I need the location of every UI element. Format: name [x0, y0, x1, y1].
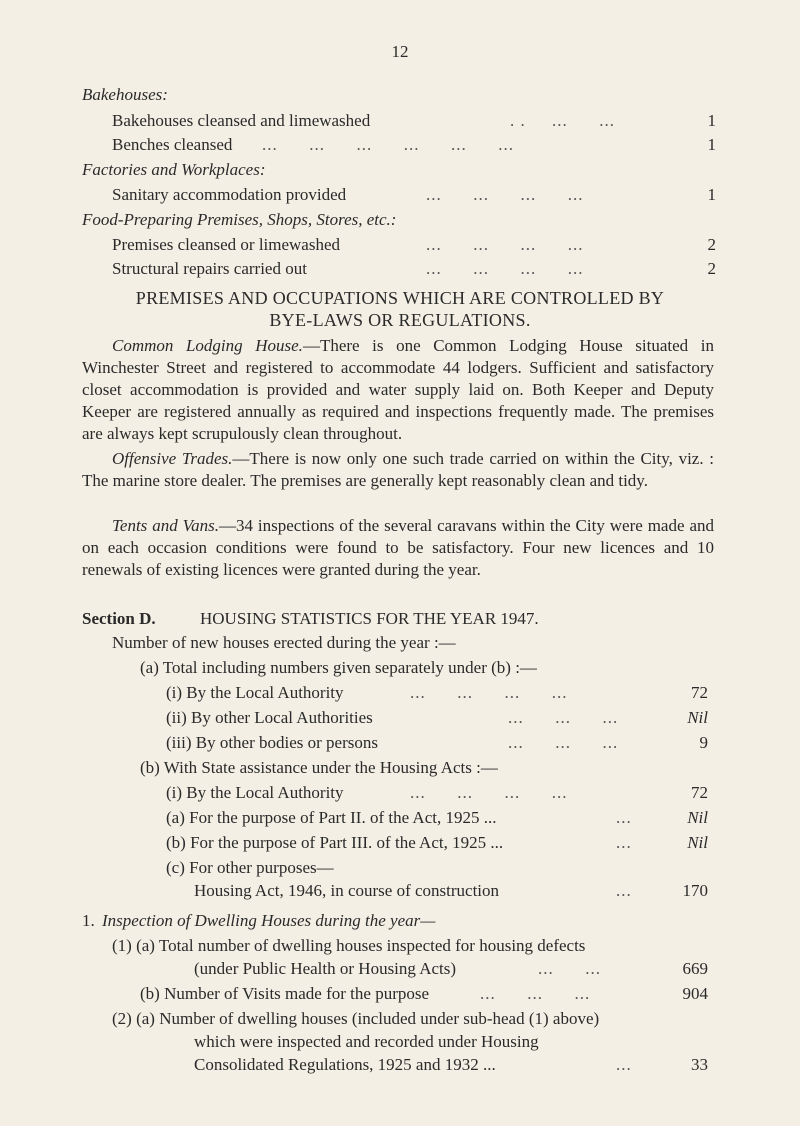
- page-number: 12: [391, 42, 409, 61]
- leader-dots: ...: [616, 833, 632, 852]
- leader-dots: ... ... ...: [508, 733, 619, 752]
- leader-dots: ... ... ...: [508, 708, 619, 727]
- leader-dots: ... ... ... ...: [410, 683, 568, 702]
- other-bodies-label: (iii) By other bodies or persons: [166, 733, 378, 752]
- state-assistance-line: (b) With State assistance under the Housing Acts :—: [140, 758, 498, 777]
- tents-vans-lead: Tents and Vans.: [112, 516, 219, 535]
- total-inspected-line2: (under Public Health or Housing Acts): [194, 959, 457, 978]
- new-houses-intro: Number of new houses erected during the year :—: [112, 633, 456, 652]
- housing-act-1946-label: Housing Act, 1946, in course of construction: [194, 881, 500, 900]
- offensive-trades-lead: Offensive Trades.: [112, 449, 233, 468]
- other-local-authorities-label: (ii) By other Local Authorities: [166, 708, 373, 727]
- local-authority-value: 72: [691, 683, 708, 702]
- part-iii-value: Nil: [687, 833, 708, 852]
- lodging-house-paragraph: [82, 335, 714, 445]
- total-inspected-value: 669: [682, 959, 708, 978]
- lodging-house-lead: Common Lodging House.: [112, 336, 303, 355]
- leader-dots: ...: [616, 881, 632, 900]
- regulations-line2: which were inspected and recorded under Housing: [194, 1032, 539, 1051]
- tents-vans-text: —34 inspections of the several caravans within the City were made and on each occasion conditions were found to be satisfactory. Four new licences and 10 renewals of existing licences were granted during the year.: [82, 516, 714, 579]
- leader-dots: ...: [616, 1055, 632, 1074]
- inspection-heading: Inspection of Dwelling Houses during the year—: [102, 911, 436, 930]
- inspection-number: 1.: [82, 911, 95, 930]
- other-bodies-value: 9: [699, 733, 708, 752]
- lodging-house-text: —There is one Common Lodging House situated in Winchester Street and registered to accommodate 44 lodgers. Sufficient and satisfactory closet accommodation is provided and water supply laid on. Both Keeper and Deputy Keeper are registered annually as required and inspections frequently made. The premises are always kept scrupulously clean throughout.: [82, 336, 714, 443]
- total-inspected-line1: (1) (a) Total number of dwelling houses inspected for housing defects: [112, 936, 586, 955]
- section-d-title: HOUSING STATISTICS FOR THE YEAR 1947.: [200, 609, 539, 628]
- other-purposes-line: (c) For other purposes—: [166, 858, 334, 877]
- state-local-authority-label: (i) By the Local Authority: [166, 783, 344, 802]
- premises-title-line2: BYE-LAWS OR REGULATIONS.: [269, 310, 531, 330]
- visits-made-label: (b) Number of Visits made for the purpose: [140, 984, 430, 1003]
- structural-repairs-value: 2: [707, 259, 716, 278]
- local-authority-label: (i) By the Local Authority: [166, 683, 344, 702]
- leader-dots: . . ... ...: [510, 111, 615, 130]
- leader-dots: ... ... ... ...: [426, 185, 584, 204]
- part-iii-label: (b) For the purpose of Part III. of the Act, 1925 ...: [166, 833, 504, 852]
- bakehouses-cleansed-label: Bakehouses cleansed and limewashed: [112, 111, 371, 130]
- benches-cleansed-label: Benches cleansed: [112, 135, 233, 154]
- leader-dots: ...: [616, 808, 632, 827]
- leader-dots: ... ... ... ...: [426, 259, 584, 278]
- housing-act-1946-value: 170: [682, 881, 708, 900]
- structural-repairs-label: Structural repairs carried out: [112, 259, 307, 278]
- regulations-value: 33: [691, 1055, 708, 1074]
- sanitary-accommodation-value: 1: [707, 185, 716, 204]
- bakehouses-heading: Bakehouses:: [82, 85, 168, 104]
- leader-dots: ... ... ... ... ... ...: [262, 135, 514, 154]
- premises-cleansed-value: 2: [707, 235, 716, 254]
- premises-title-line1: PREMISES AND OCCUPATIONS WHICH ARE CONTROLLED BY: [135, 288, 665, 308]
- part-ii-value: Nil: [687, 808, 708, 827]
- factories-heading: Factories and Workplaces:: [82, 160, 266, 179]
- leader-dots: ... ... ...: [480, 984, 591, 1003]
- leader-dots: ... ... ... ...: [410, 783, 568, 802]
- food-premises-heading: Food-Preparing Premises, Shops, Stores, etc.:: [82, 210, 397, 229]
- premises-cleansed-label: Premises cleansed or limewashed: [112, 235, 341, 254]
- leader-dots: ... ...: [538, 959, 601, 978]
- section-d-label: Section D.: [82, 609, 156, 628]
- sanitary-accommodation-label: Sanitary accommodation provided: [112, 185, 347, 204]
- part-ii-label: (a) For the purpose of Part II. of the Act, 1925 ...: [166, 808, 497, 827]
- offensive-trades-text: —There is now only one such trade carried on within the City, viz. : The marine store dealer. The premises are generally kept reasonably clean and tidy.: [82, 449, 714, 490]
- regulations-line1: (2) (a) Number of dwelling houses (included under sub-head (1) above): [112, 1009, 600, 1028]
- total-numbers-line: (a) Total including numbers given separately under (b) :—: [140, 658, 537, 677]
- benches-cleansed-value: 1: [707, 135, 716, 154]
- other-local-authorities-value: Nil: [687, 708, 708, 727]
- visits-made-value: 904: [682, 984, 708, 1003]
- leader-dots: ... ... ... ...: [426, 235, 584, 254]
- tents-vans-paragraph: [82, 515, 714, 581]
- regulations-line3: Consolidated Regulations, 1925 and 1932 ...: [194, 1055, 496, 1074]
- state-local-authority-value: 72: [691, 783, 708, 802]
- offensive-trades-paragraph: [82, 448, 714, 492]
- bakehouses-cleansed-value: 1: [707, 111, 716, 130]
